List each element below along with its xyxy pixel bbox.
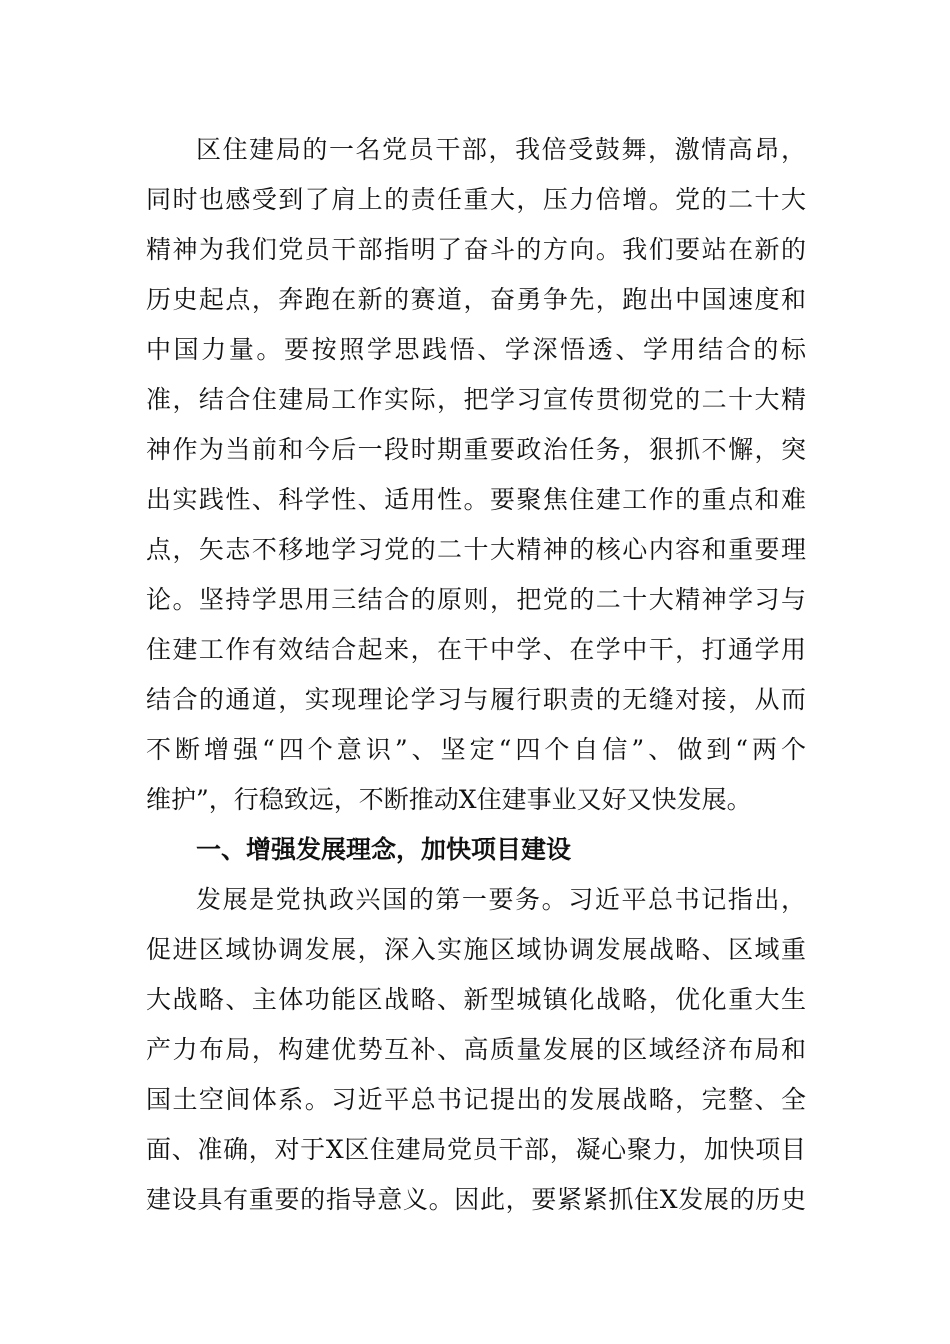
section-1-line-7: 建设具有重要的指导意义。因此，要紧紧抓住X发展的历史 bbox=[146, 1185, 806, 1214]
paragraph-1-line-10: 论。坚持学思用三结合的原则，把党的二十大精神学习与 bbox=[146, 585, 806, 614]
section-heading: 一、增强发展理念，加快项目建设 bbox=[196, 835, 572, 864]
section-1-line-1: 发展是党执政兴国的第一要务。习近平总书记指出， bbox=[196, 885, 806, 914]
paragraph-1-line-14: 维护”，行稳致远，不断推动X住建事业又好又快发展。 bbox=[146, 785, 752, 814]
paragraph-1-line-4: 历史起点，奔跑在新的赛道，奋勇争先，跑出中国速度和 bbox=[146, 285, 806, 314]
paragraph-1-line-1: 区住建局的一名党员干部，我倍受鼓舞，激情高昂， bbox=[196, 135, 806, 164]
section-1-line-2: 促进区域协调发展，深入实施区域协调发展战略、区域重 bbox=[146, 935, 806, 964]
paragraph-1-line-11: 住建工作有效结合起来，在干中学、在学中干，打通学用 bbox=[146, 635, 806, 664]
paragraph-1-line-9: 点，矢志不移地学习党的二十大精神的核心内容和重要理 bbox=[146, 535, 806, 564]
section-1-line-3: 大战略、主体功能区战略、新型城镇化战略，优化重大生 bbox=[146, 985, 806, 1014]
section-1-line-4: 产力布局，构建优势互补、高质量发展的区域经济布局和 bbox=[146, 1035, 806, 1064]
paragraph-1-line-5: 中国力量。要按照学思践悟、学深悟透、学用结合的标 bbox=[146, 335, 806, 364]
section-1-line-6: 面、准确，对于X区住建局党员干部，凝心聚力，加快项目 bbox=[146, 1135, 806, 1164]
paragraph-1-line-3: 精神为我们党员干部指明了奋斗的方向。我们要站在新的 bbox=[146, 235, 806, 264]
section-1-line-5: 国土空间体系。习近平总书记提出的发展战略，完整、全 bbox=[146, 1085, 806, 1114]
paragraph-1-line-13: 不断增强“四个意识”、坚定“四个自信”、做到“两个 bbox=[146, 735, 806, 764]
paragraph-1-line-7: 神作为当前和今后一段时期重要政治任务，狠抓不懈，突 bbox=[146, 435, 806, 464]
paragraph-1-line-2: 同时也感受到了肩上的责任重大，压力倍增。党的二十大 bbox=[146, 185, 806, 214]
paragraph-1-line-6: 准，结合住建局工作实际，把学习宣传贯彻党的二十大精 bbox=[146, 385, 806, 414]
paragraph-1-line-12: 结合的通道，实现理论学习与履行职责的无缝对接，从而 bbox=[146, 685, 806, 714]
paragraph-1-line-8: 出实践性、科学性、适用性。要聚焦住建工作的重点和难 bbox=[146, 485, 806, 514]
